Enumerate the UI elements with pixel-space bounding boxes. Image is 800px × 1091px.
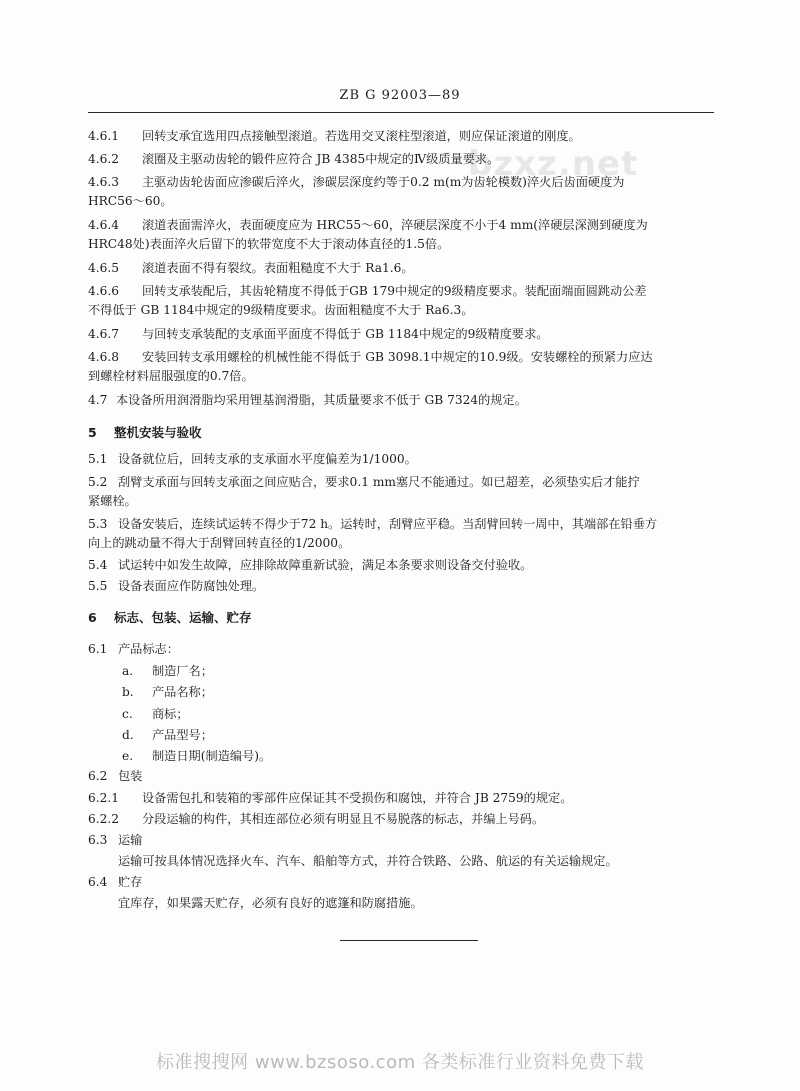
clause-text-continued: 紧螺栓。 (88, 494, 137, 508)
clause-text-continued: 不得低于 GB 1184中规定的9级精度要求。齿面粗糙度不大于 Ra6.3。 (88, 303, 474, 317)
clause-number: 5.4 (88, 558, 108, 572)
clause-number: 6.2.2 (88, 812, 120, 826)
clause-number: 5.3 (88, 517, 108, 531)
list-item (122, 746, 271, 767)
clause-text: 设备表面应作防腐蚀处理。 (118, 579, 265, 593)
clause-4-7 (88, 391, 527, 410)
clause-number: 5.2 (88, 475, 108, 489)
section-title: 标志、包装、运输、贮存 (114, 610, 252, 625)
clause-text: 滚圈及主驱动齿轮的锻件应符合 JB 4385中规定的Ⅳ级质量要求。 (142, 152, 500, 166)
clause-text: 宜库存，如果露天贮存，必须有良好的遮篷和防腐措施。 (118, 896, 423, 910)
clause-number: 4.7 (88, 393, 108, 407)
clause-6-2-1 (88, 789, 572, 808)
clause-number: 4.6.7 (88, 327, 120, 341)
list-item (122, 682, 271, 703)
clause-number: 6.1 (88, 642, 108, 656)
clause-6-4 (88, 873, 142, 892)
clause-text: 运输可按具体情况选择火车、汽车、船舶等方式，并符合铁路、公路、航运的有关运输规定。 (118, 854, 618, 868)
clause-number: 4.6.6 (88, 284, 120, 298)
clause-6-4-body (118, 894, 423, 913)
clause-6-1 (88, 640, 179, 659)
clause-title: 贮存 (118, 875, 143, 889)
clause-4-6-3 (88, 173, 624, 211)
site-footer-watermark: 标准搜搜网 www.bzsoso.com 各类标准行业资料免费下载 (156, 1052, 644, 1073)
clause-number: 6.4 (88, 875, 108, 889)
clause-text: 本设备所用润滑脂均采用锂基润滑脂，其质量要求不低于 GB 7324的规定。 (116, 393, 527, 407)
clause-number: 5.5 (88, 579, 108, 593)
clause-6-3 (88, 831, 142, 850)
clause-number: 5.1 (88, 452, 108, 466)
clause-text: 试运转中如发生故障，应排除故障重新试验，满足本条要求则设备交付验收。 (118, 558, 533, 572)
clause-text: 滚道表面不得有裂纹。表面粗糙度不大于 Ra1.6。 (142, 261, 414, 275)
header-rule (88, 112, 714, 113)
list-letter: d. (122, 727, 134, 742)
section-6-heading (88, 608, 252, 627)
list-item (122, 704, 271, 725)
clause-5-3 (88, 515, 657, 553)
clause-4-6-6 (88, 282, 647, 320)
clause-4-6-8 (88, 348, 653, 386)
clause-text-continued: HRC48处)表面淬火后留下的软带宽度不大于滚动体直径的1.5倍。 (88, 237, 450, 251)
clause-number: 6.3 (88, 833, 108, 847)
clause-number: 4.6.1 (88, 129, 120, 143)
clause-text: 滚道表面需淬火，表面硬度应为 HRC55～60，淬硬层深度不小于4 mm(淬硬层深测到硬度为 (142, 218, 648, 232)
clause-4-6-5 (88, 259, 414, 278)
section-number: 6 (88, 610, 97, 625)
list-item (122, 661, 271, 682)
list-text: 产品名称； (152, 685, 213, 700)
clause-6-2 (88, 767, 142, 786)
standard-code-header: ZB G 92003—89 (339, 88, 461, 103)
clause-number: 4.6.8 (88, 350, 120, 364)
clause-6-3-body (118, 852, 618, 871)
clause-number: 4.6.4 (88, 218, 120, 232)
section-number: 5 (88, 425, 97, 440)
clause-number: 4.6.2 (88, 152, 120, 166)
clause-4-6-4 (88, 216, 648, 254)
clause-5-4 (88, 556, 532, 575)
clause-title: 运输 (118, 833, 143, 847)
clause-text: 安装回转支承用螺栓的机械性能不得低于 GB 3098.1中规定的10.9级。安装螺栓的预紧力应达 (142, 350, 653, 364)
clause-title: 包装 (118, 769, 143, 783)
clause-text: 设备就位后，回转支承的支承面水平度偏差为1/1000。 (118, 452, 417, 466)
clause-text: 与回转支承装配的支承面平面度不得低于 GB 1184中规定的9级精度要求。 (142, 327, 549, 341)
clause-text: 刮臂支承面与回转支承面之间应贴合，要求0.1 mm塞尺不能通过。如已超差，必须垫实后才能拧 (118, 475, 640, 489)
list-letter: b. (122, 685, 134, 700)
list-text: 制造厂名； (152, 664, 213, 678)
clause-5-2 (88, 473, 640, 511)
clause-text: 主驱动齿轮齿面应渗碳后淬火，渗碳层深度约等于0.2 m(m为齿轮模数)淬火后齿面硬度为 (142, 175, 625, 189)
clause-text-continued: HRC56～60。 (88, 194, 173, 208)
list-text: 制造日期(制造编号)。 (152, 749, 272, 764)
list-item (122, 725, 271, 746)
clause-number: 6.2 (88, 769, 108, 783)
watermark-logo: bzxz.net (468, 144, 639, 184)
clause-number: 4.6.3 (88, 175, 120, 189)
clause-text: 设备需包扎和装箱的零部件应保证其不受损伤和腐蚀，并符合 JB 2759的规定。 (142, 791, 573, 805)
end-rule (340, 940, 478, 941)
clause-text: 回转支承宜选用四点接触型滚道。若选用交叉滚柱型滚道，则应保证滚道的刚度。 (142, 129, 581, 143)
clause-number: 6.2.1 (88, 791, 120, 805)
list-text: 商标； (152, 706, 189, 721)
clause-4-6-7 (88, 325, 548, 344)
list-text: 产品型号； (152, 727, 213, 742)
clause-text-continued: 到螺栓材料屈服强度的0.7倍。 (88, 369, 254, 383)
clause-title: 产品标志： (118, 642, 179, 656)
clause-5-5 (88, 577, 264, 596)
marking-list (122, 661, 271, 767)
section-5-heading (88, 423, 202, 442)
clause-4-6-1 (88, 127, 581, 146)
section-title: 整机安装与验收 (114, 425, 202, 440)
clause-number: 4.6.5 (88, 261, 120, 275)
clause-text: 回转支承装配后，其齿轮精度不得低于GB 179中规定的9级精度要求。装配面端面圆跳动公差 (142, 284, 647, 298)
list-letter: c. (122, 706, 133, 721)
list-letter: e. (122, 749, 134, 764)
clause-5-1 (88, 450, 417, 469)
clause-text-continued: 向上的跳动量不得大于刮臂回转直径的1/2000。 (88, 536, 351, 550)
clause-text: 分段运输的构件，其相连部位必须有明显且不易脱落的标志，并编上号码。 (142, 812, 545, 826)
clause-4-6-2 (88, 150, 499, 169)
clause-text: 设备安装后，连续试运转不得少于72 h。运转时，刮臂应平稳。当刮臂回转一周中，其端部在铅垂方 (118, 517, 658, 531)
clause-6-2-2 (88, 810, 544, 829)
list-letter: a. (122, 664, 134, 678)
